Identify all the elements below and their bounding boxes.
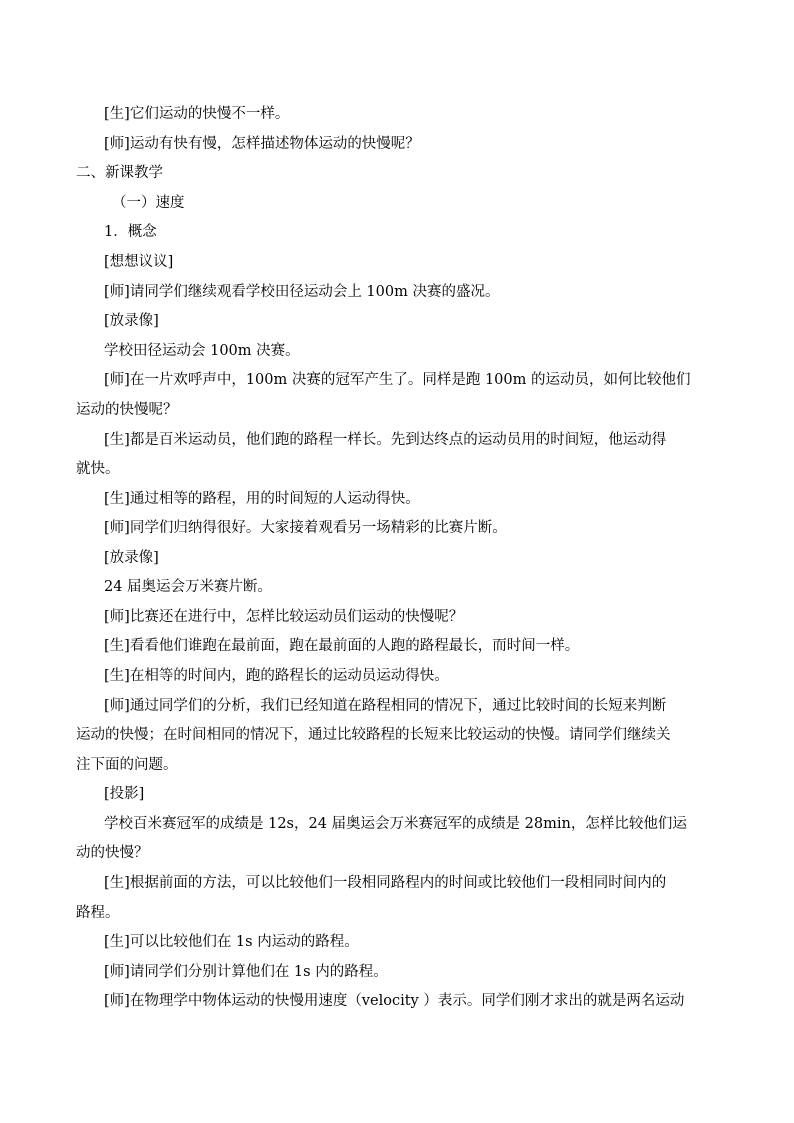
text-line: [生]看看他们谁跑在最前面，跑在最前面的人跑的路程最长，而时间一样。 bbox=[104, 638, 580, 654]
text-line: [放录像] bbox=[104, 550, 159, 566]
section-heading: 二、新课教学 bbox=[76, 165, 163, 181]
text-line: [投影] bbox=[104, 786, 145, 802]
text-line: [生]根据前面的方法，可以比较他们一段相同路程内的时间或比较他们一段相同时间内的 bbox=[104, 875, 667, 891]
item-heading: 1．概念 bbox=[104, 224, 157, 240]
text-line: [想想议议] bbox=[104, 254, 174, 270]
text-line: [生]在相等的时间内，跑的路程长的运动员运动得快。 bbox=[104, 668, 449, 684]
text-line: 运动的快慢；在时间相同的情况下，通过比较路程的长短来比较运动的快慢。请同学们继续关 bbox=[76, 727, 671, 743]
text-line: 学校田径运动会 100m 决赛。 bbox=[104, 343, 300, 359]
text-line: [师]通过同学们的分析，我们已经知道在路程相同的情况下，通过比较时间的长短来判断 bbox=[104, 698, 667, 714]
text-line: [师]在一片欢呼声中，100m 决赛的冠军产生了。同样是跑 100m 的运动员，如何比较他们 bbox=[104, 372, 691, 388]
text-line: 24 届奥运会万米赛片断。 bbox=[104, 579, 273, 595]
text-line: 路程。 bbox=[76, 905, 120, 921]
text-line: [生]可以比较他们在 1s 内运动的路程。 bbox=[104, 934, 359, 950]
text-line: 学校百米赛冠军的成绩是 12s，24 届奥运会万米赛冠军的成绩是 28min，怎样比较他们运 bbox=[104, 816, 687, 832]
text-line: 注下面的问题。 bbox=[76, 757, 178, 773]
text-line: [师]同学们归纳得很好。大家接着观看另一场精彩的比赛片断。 bbox=[104, 520, 507, 536]
text-line: [放录像] bbox=[104, 313, 159, 329]
text-line: 动的快慢？ bbox=[76, 845, 149, 861]
subsection-heading: （一）速度 bbox=[112, 195, 185, 211]
text-line: 就快。 bbox=[76, 461, 120, 477]
text-line: [师]请同学们分别计算他们在 1s 内的路程。 bbox=[104, 964, 388, 980]
text-line: [生]通过相等的路程，用的时间短的人运动得快。 bbox=[104, 491, 420, 507]
text-line: [生]都是百米运动员，他们跑的路程一样长。先到达终点的运动员用的时间短，他运动得 bbox=[104, 432, 667, 448]
text-line: 运动的快慢呢？ bbox=[76, 402, 178, 418]
text-line: [师]运动有快有慢，怎样描述物体运动的快慢呢？ bbox=[104, 136, 420, 152]
text-line: [师]请同学们继续观看学校田径运动会上 100m 决赛的盛况。 bbox=[104, 284, 500, 300]
text-line: [师]比赛还在进行中，怎样比较运动员们运动的快慢呢？ bbox=[104, 609, 464, 625]
text-line: [师]在物理学中物体运动的快慢用速度（velocity ）表示。同学们刚才求出的就是两名运动 bbox=[104, 993, 685, 1009]
text-line: [生]它们运动的快慢不一样。 bbox=[104, 106, 290, 122]
